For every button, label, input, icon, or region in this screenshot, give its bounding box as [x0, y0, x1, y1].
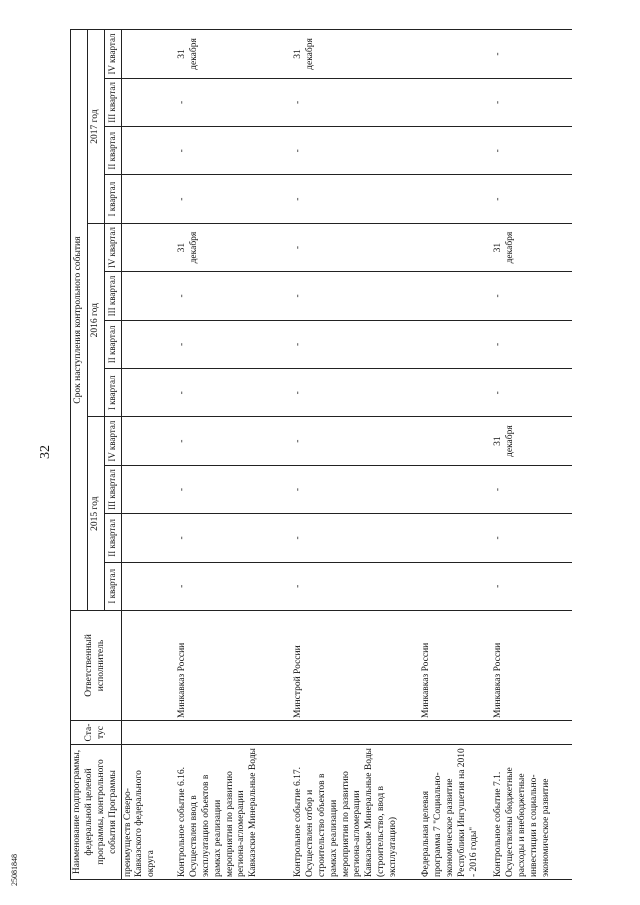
row-cell — [420, 175, 492, 223]
row-cell: - — [492, 562, 572, 610]
control-events-table — [70, 29, 572, 880]
table-row — [292, 30, 420, 880]
row-cell: 31 декабря — [492, 223, 572, 271]
row-name: Федеральная целевая программа 7 "Социально-экономическое развитие Республики Ингушетия на 2010 - 2016 годы" — [420, 745, 492, 880]
quarter-header: III квартал — [105, 465, 121, 513]
row-cell — [420, 514, 492, 562]
quarter-header: II квартал — [105, 320, 121, 368]
row-cell — [121, 175, 176, 223]
row-cell: - — [292, 562, 420, 610]
row-cell: - — [176, 127, 292, 175]
row-cell — [121, 465, 176, 513]
row-cell: - — [176, 514, 292, 562]
row-cell — [121, 272, 176, 320]
year-header: 2017 год — [88, 30, 105, 224]
row-cell: - — [492, 320, 572, 368]
row-cell — [420, 417, 492, 465]
quarter-header: I квартал — [105, 562, 121, 610]
row-cell — [121, 223, 176, 271]
row-cell — [121, 320, 176, 368]
row-cell: - — [492, 78, 572, 126]
row-cell: - — [492, 175, 572, 223]
quarter-header: III квартал — [105, 272, 121, 320]
quarter-header: II квартал — [105, 514, 121, 562]
row-exec: Минстрой России — [292, 611, 420, 721]
table-row — [121, 30, 176, 880]
row-cell — [420, 465, 492, 513]
row-cell — [121, 127, 176, 175]
row-cell: - — [292, 369, 420, 417]
col-name-header: Наименование подпрограммы, федеральной целевой программы, контрольного события Программы — [71, 745, 122, 880]
row-cell: - — [292, 78, 420, 126]
footer-code: 25081848 — [10, 854, 19, 886]
row-cell: - — [176, 369, 292, 417]
row-cell: 31 декабря — [176, 223, 292, 271]
row-cell — [121, 30, 176, 78]
period-header: Срок наступления контрольного события — [71, 30, 88, 611]
table-row — [420, 30, 492, 880]
row-exec: Минкавказ России — [492, 611, 572, 721]
year-header: 2016 год — [88, 223, 105, 417]
row-name: Контрольное событие 7.1. Осуществлены бюджетные расходы и внебюджетные инвестиции в социально-экономическое развитие — [492, 745, 572, 880]
row-cell: - — [292, 417, 420, 465]
row-status — [492, 721, 572, 745]
row-cell: - — [176, 465, 292, 513]
row-cell: - — [492, 127, 572, 175]
row-cell: - — [292, 127, 420, 175]
row-exec — [121, 611, 176, 721]
row-name: Контрольное событие 6.16. Осуществлен ввод в эксплуатацию объектов в рамках реализации мероприятия по развитию региона-агломерации Кавказские Минеральные Воды — [176, 745, 292, 880]
row-exec: Минкавказ России — [420, 611, 492, 721]
row-cell: - — [492, 465, 572, 513]
row-cell — [420, 272, 492, 320]
row-cell: - — [292, 320, 420, 368]
row-status — [121, 721, 176, 745]
row-cell — [121, 417, 176, 465]
row-cell: - — [176, 417, 292, 465]
row-cell — [420, 562, 492, 610]
row-cell: - — [492, 30, 572, 78]
row-cell: - — [176, 175, 292, 223]
quarter-header: IV квартал — [105, 223, 121, 271]
quarter-header: II квартал — [105, 127, 121, 175]
table-row — [176, 30, 292, 880]
row-cell — [420, 30, 492, 78]
row-cell: 31 декабря — [176, 30, 292, 78]
row-cell — [420, 127, 492, 175]
row-cell: - — [176, 320, 292, 368]
row-cell: - — [492, 514, 572, 562]
row-cell — [420, 320, 492, 368]
row-cell: - — [292, 514, 420, 562]
quarter-header: IV квартал — [105, 417, 121, 465]
row-cell — [121, 562, 176, 610]
row-cell: - — [292, 223, 420, 271]
row-cell: - — [176, 562, 292, 610]
table-row — [492, 30, 572, 880]
row-cell — [121, 369, 176, 417]
rotated-sheet — [70, 30, 626, 880]
row-cell: - — [292, 465, 420, 513]
row-cell — [420, 223, 492, 271]
row-name: преимуществ Северо-Кавказского федерального округа — [121, 745, 176, 880]
row-cell — [420, 369, 492, 417]
row-status — [420, 721, 492, 745]
row-status — [292, 721, 420, 745]
quarter-header: III квартал — [105, 78, 121, 126]
row-exec: Минкавказ России — [176, 611, 292, 721]
row-cell: 31 декабря — [292, 30, 420, 78]
col-exec-header: Ответственный исполнитель — [71, 611, 122, 721]
row-cell — [121, 514, 176, 562]
row-name: Контрольное событие 6.17. Осуществлен отбор и строительство объектов в рамках реализации мероприятия по развитию региона-агломерации Кавказские Минеральные Воды (строительство, ввод в эксплуатацию) — [292, 745, 420, 880]
row-cell: - — [176, 78, 292, 126]
col-status-header: Ста-тус — [71, 721, 122, 745]
quarter-header: IV квартал — [105, 30, 121, 78]
row-cell: - — [292, 272, 420, 320]
year-header: 2015 год — [88, 417, 105, 611]
row-cell: - — [492, 272, 572, 320]
row-cell: - — [492, 369, 572, 417]
page-number: 32 — [38, 445, 53, 459]
row-cell — [420, 78, 492, 126]
row-cell: 31 декабря — [492, 417, 572, 465]
row-cell: - — [176, 272, 292, 320]
quarter-header: I квартал — [105, 175, 121, 223]
row-cell: - — [292, 175, 420, 223]
quarter-header: I квартал — [105, 369, 121, 417]
row-status — [176, 721, 292, 745]
row-cell — [121, 78, 176, 126]
